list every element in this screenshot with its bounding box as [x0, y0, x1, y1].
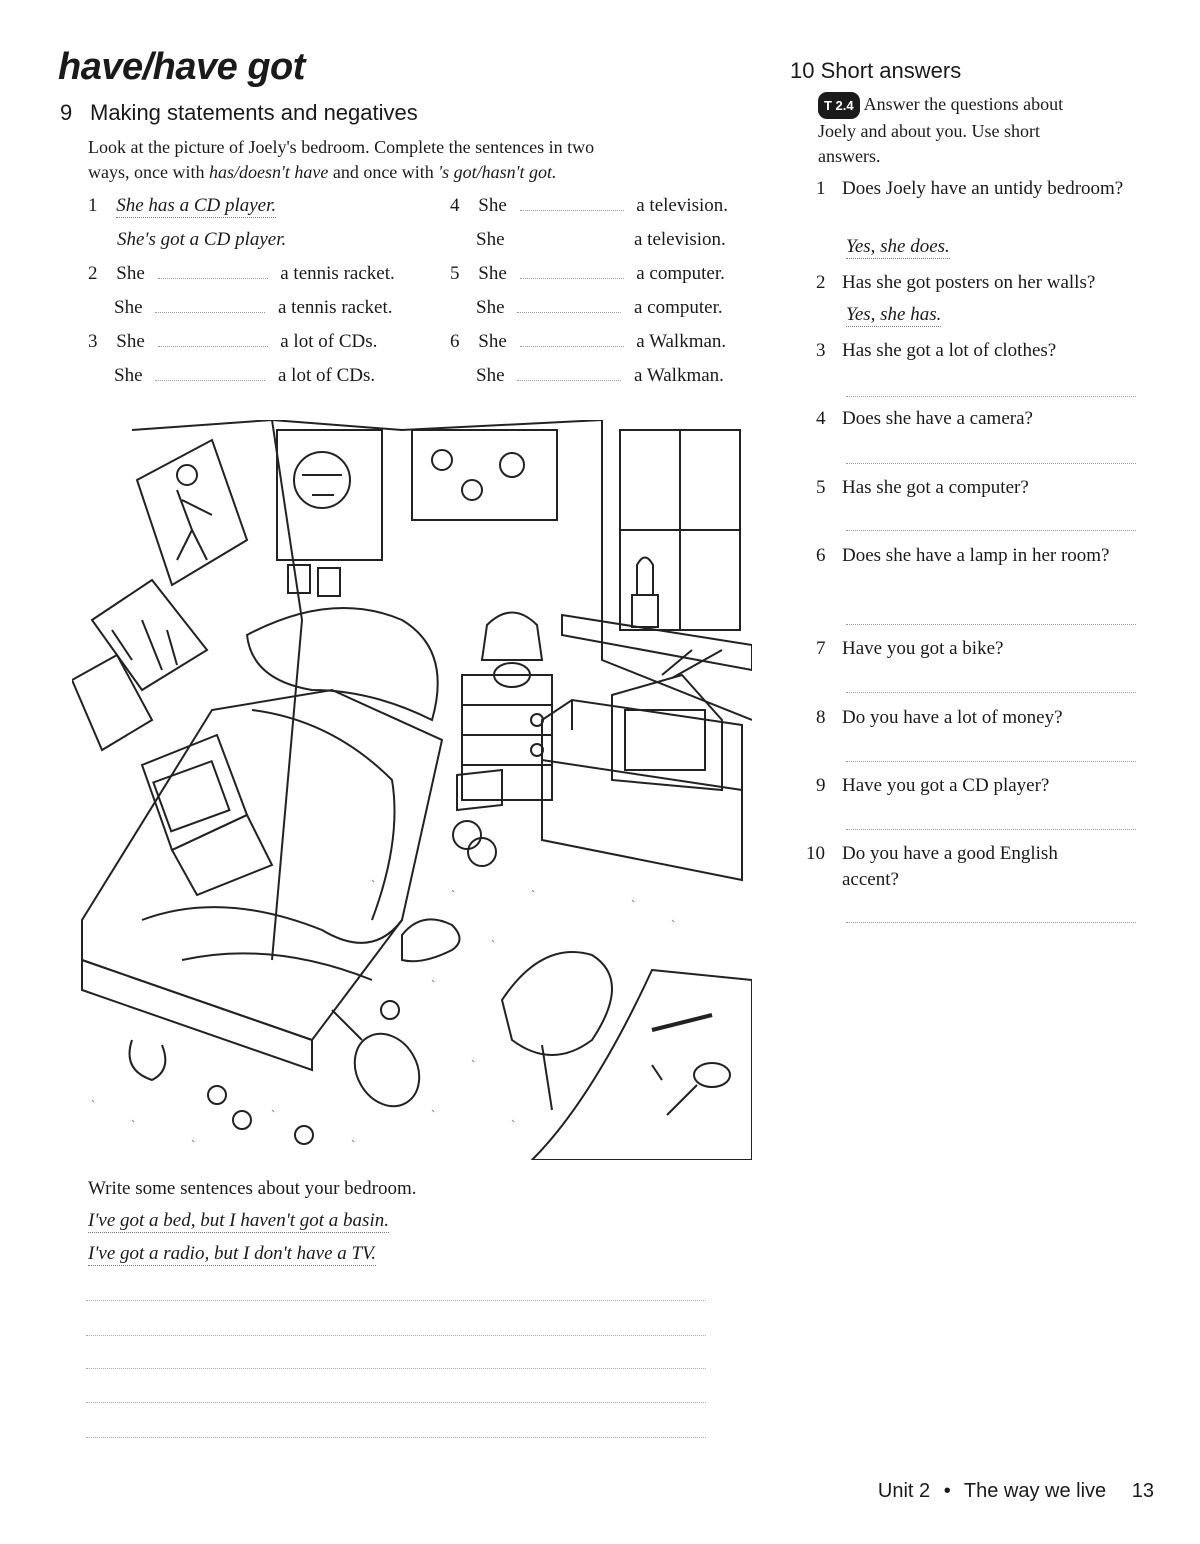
- exercise-title: Short answers: [820, 58, 962, 83]
- instruction-line: Look at the picture of Joely's bedroom. Complete the sentences in two: [88, 137, 595, 157]
- item-4-b: She a television.: [476, 229, 726, 250]
- answer-line[interactable]: [846, 761, 1136, 762]
- desk: [532, 970, 752, 1160]
- question-2: 2 Has she got posters on her walls?: [816, 272, 1096, 293]
- item-1: [88, 195, 276, 218]
- audio-track-badge[interactable]: T 2.4: [818, 92, 860, 119]
- example-answer: She has a CD player.: [116, 195, 277, 216]
- answer-blank[interactable]: [517, 311, 621, 313]
- trainer: [402, 919, 460, 961]
- write-prompt: Write some sentences about your bedroom.: [88, 1178, 417, 1199]
- pillow: [247, 608, 438, 720]
- writing-line[interactable]: [86, 1437, 706, 1438]
- example-answer: She's got a CD player.: [117, 229, 287, 250]
- lamp: [482, 613, 542, 661]
- exercise-number: 10: [790, 58, 815, 83]
- example-answer: Yes, she has.: [846, 304, 942, 325]
- tennis-racket: [342, 1022, 432, 1118]
- exercise-title: Making statements and negatives: [90, 100, 418, 125]
- exercise-9-heading: [60, 100, 418, 126]
- answer-blank[interactable]: [158, 345, 268, 347]
- question-6: 6 Does she have a lamp in her room?: [816, 545, 1110, 566]
- exercise-10-heading: [790, 58, 961, 84]
- item-5-b: She a computer.: [476, 297, 723, 318]
- item-2: 2 She a tennis racket.: [88, 263, 395, 284]
- answer-line[interactable]: [846, 530, 1136, 531]
- answer-line[interactable]: [846, 463, 1136, 464]
- question-3: 3 Has she got a lot of clothes?: [816, 340, 1057, 361]
- answer-line[interactable]: [846, 692, 1136, 693]
- example-sentence: I've got a radio, but I don't have a TV.: [88, 1243, 376, 1264]
- item-3: 3 She a lot of CDs.: [88, 331, 378, 352]
- answer-blank[interactable]: [520, 277, 624, 279]
- question-5: 5 Has she got a computer?: [816, 477, 1029, 498]
- item-number: 1: [88, 195, 98, 216]
- item-6: 6 She a Walkman.: [450, 331, 727, 352]
- answer-line[interactable]: [846, 396, 1136, 397]
- item-4: 4 She a television.: [450, 195, 729, 216]
- question-4: 4 Does she have a camera?: [816, 408, 1033, 429]
- question-7: 7 Have you got a bike?: [816, 638, 1004, 659]
- question-10: 10 Do you have a good English accent?: [806, 843, 1058, 890]
- page-number: 13: [1131, 1480, 1154, 1502]
- item-2-b: She a tennis racket.: [114, 297, 393, 318]
- exercise-10-instruction: T 2.4 Answer the questions about Joely and about you. Use short answers.: [818, 94, 1064, 167]
- cd: [453, 821, 481, 849]
- answer-blank[interactable]: [520, 345, 624, 347]
- unit-label: Unit 2: [877, 1480, 931, 1502]
- hairbrush: [694, 1063, 730, 1087]
- answer-blank[interactable]: [517, 243, 621, 245]
- writing-line[interactable]: [86, 1368, 706, 1369]
- item-3-b: She a lot of CDs.: [114, 365, 376, 386]
- answer-blank[interactable]: [517, 379, 621, 381]
- answer-blank[interactable]: [155, 379, 265, 381]
- example-answer: Yes, she does.: [846, 236, 950, 257]
- question-8: 8 Do you have a lot of money?: [816, 707, 1063, 728]
- poster: [137, 440, 247, 585]
- page-footer: [878, 1480, 1154, 1503]
- item-6-b: She a Walkman.: [476, 365, 724, 386]
- answer-blank[interactable]: [155, 311, 265, 313]
- page-title: have/have got: [58, 46, 305, 88]
- answer-line[interactable]: [846, 922, 1136, 923]
- cd: [468, 838, 496, 866]
- question-1: 1 Does Joely have an untidy bedroom?: [816, 178, 1124, 199]
- poster: [412, 430, 557, 520]
- answer-line[interactable]: [846, 624, 1136, 625]
- example-sentence: I've got a bed, but I haven't got a basin.: [88, 1210, 389, 1231]
- writing-line[interactable]: [86, 1335, 706, 1336]
- cd-player: [462, 675, 552, 800]
- unit-title: The way we live: [963, 1480, 1107, 1502]
- question-9: 9 Have you got a CD player?: [816, 775, 1050, 796]
- answer-blank[interactable]: [158, 277, 268, 279]
- separator-dot: •: [943, 1480, 951, 1502]
- writing-line[interactable]: [86, 1300, 706, 1301]
- instruction-line: ways, once with has/doesn't have and once with 's got/hasn't got.: [88, 162, 557, 182]
- chair: [502, 952, 612, 1055]
- poster: [92, 580, 207, 690]
- answer-blank[interactable]: [520, 209, 624, 211]
- bedroom-illustration: [72, 420, 752, 1160]
- exercise-number: 9: [60, 100, 73, 125]
- answer-line[interactable]: [846, 829, 1136, 830]
- writing-line[interactable]: [86, 1402, 706, 1403]
- exercise-9-instruction: [88, 135, 594, 185]
- item-5: 5 She a computer.: [450, 263, 725, 284]
